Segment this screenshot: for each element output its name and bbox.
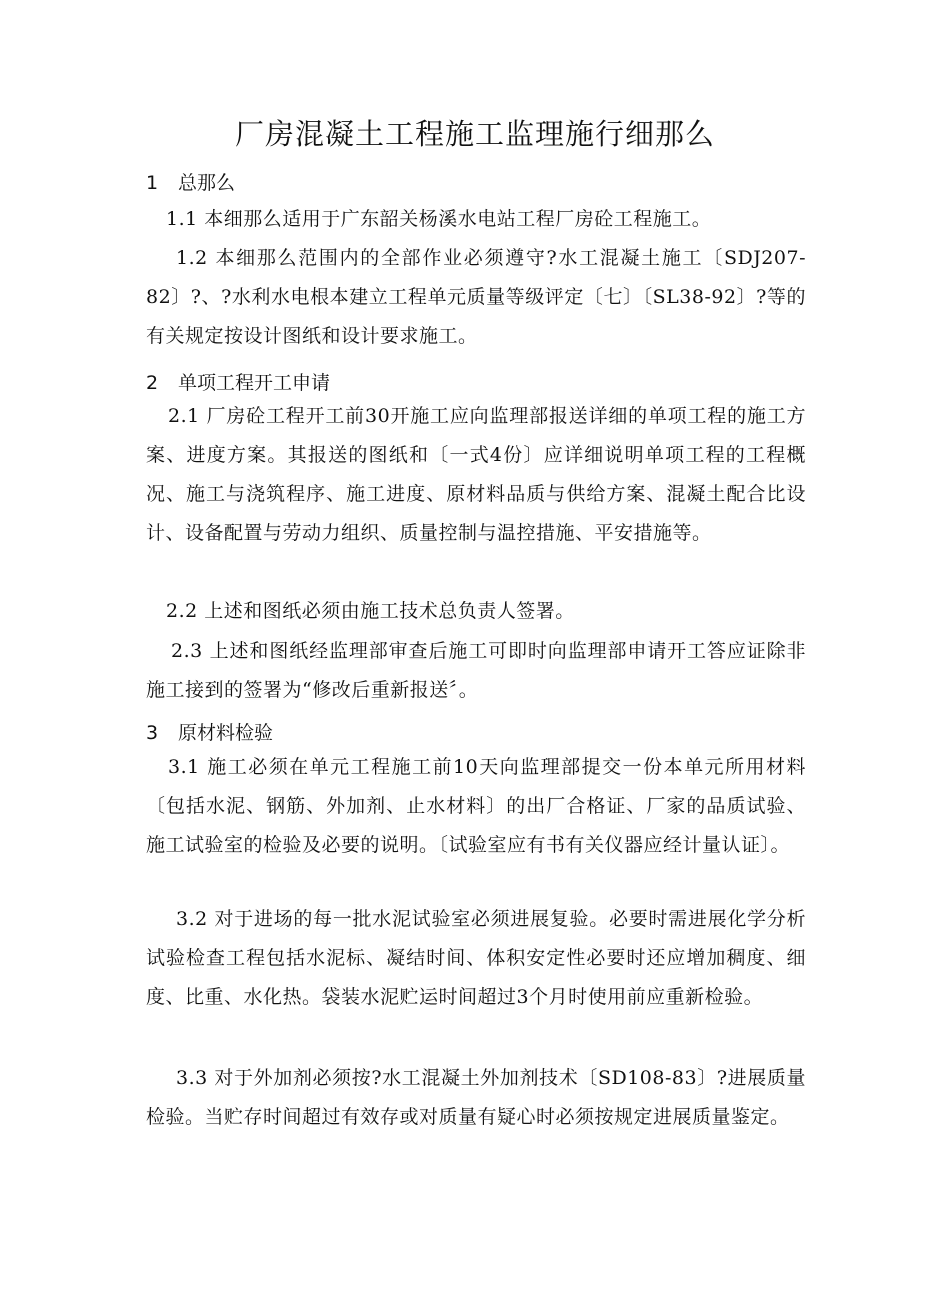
section-number: 2 xyxy=(146,372,159,394)
document-title: 厂房混凝土工程施工监理施行细那么 xyxy=(234,117,715,151)
section-heading-text: 原材料检验 xyxy=(178,722,274,744)
paragraph-1-2: 1.2 本细那么范围内的全部作业必须遵守?水工混凝土施工〔SDJ207-82〕?、?水利水电根本建立工程单元质量等级评定〔七〕〔SL38-92〕?等的有关规定按设计图纸和设计要求施工。 xyxy=(146,247,806,347)
paragraph-2-1: 2.1 厂房砼工程开工前30开施工应向监理部报送详细的单项工程的施工方案、进度方案。其报送的图纸和〔一式4份〕应详细说明单项工程的工程概况、施工与浇筑程序、施工进度、原材料品质与供给方案、混凝土配合比设计、设备配置与劳动力组织、质量控制与温控措施、平安措施等。 xyxy=(146,405,806,544)
section-3-heading xyxy=(146,718,273,745)
paragraph-2-2: 2.2 上述和图纸必须由施工技术总负责人签署。 xyxy=(166,600,575,622)
section-1-heading xyxy=(146,168,235,195)
section-heading-text: 总那么 xyxy=(178,172,236,194)
paragraph-2-3: 2.3 上述和图纸经监理部审查后施工可即时向监理部申请开工答应证除非施工接到的签署为“修改后重新报送〞。 xyxy=(146,640,806,701)
paragraph-1-1: 1.1 本细那么适用于广东韶关杨溪水电站工程厂房砼工程施工。 xyxy=(166,208,712,230)
paragraph-3-3: 3.3 对于外加剂必须按?水工混凝土外加剂技术〔SD108-83〕?进展质量检验。当贮存时间超过有效存或对质量有疑心时必须按规定进展质量鉴定。 xyxy=(146,1067,806,1128)
paragraph-3-2: 3.2 对于进场的每一批水泥试验室必须进展复验。必要时需进展化学分析试验检查工程包括水泥标、凝结时间、体积安定性必要时还应增加稠度、细度、比重、水化热。袋装水泥贮运时间超过3个月时使用前应重新检验。 xyxy=(146,908,806,1008)
section-2-heading xyxy=(146,368,330,395)
section-heading-text: 单项工程开工申请 xyxy=(178,372,331,394)
paragraph-3-1: 3.1 施工必须在单元工程施工前10天向监理部提交一份本单元所用材料〔包括水泥、钢筋、外加剂、止水材料〕的出厂合格证、厂家的品质试验、施工试验室的检验及必要的说明。〔试验室应有书有关仪器应经计量认证〕。 xyxy=(146,756,806,856)
section-number: 1 xyxy=(146,172,159,194)
section-number: 3 xyxy=(146,722,159,744)
